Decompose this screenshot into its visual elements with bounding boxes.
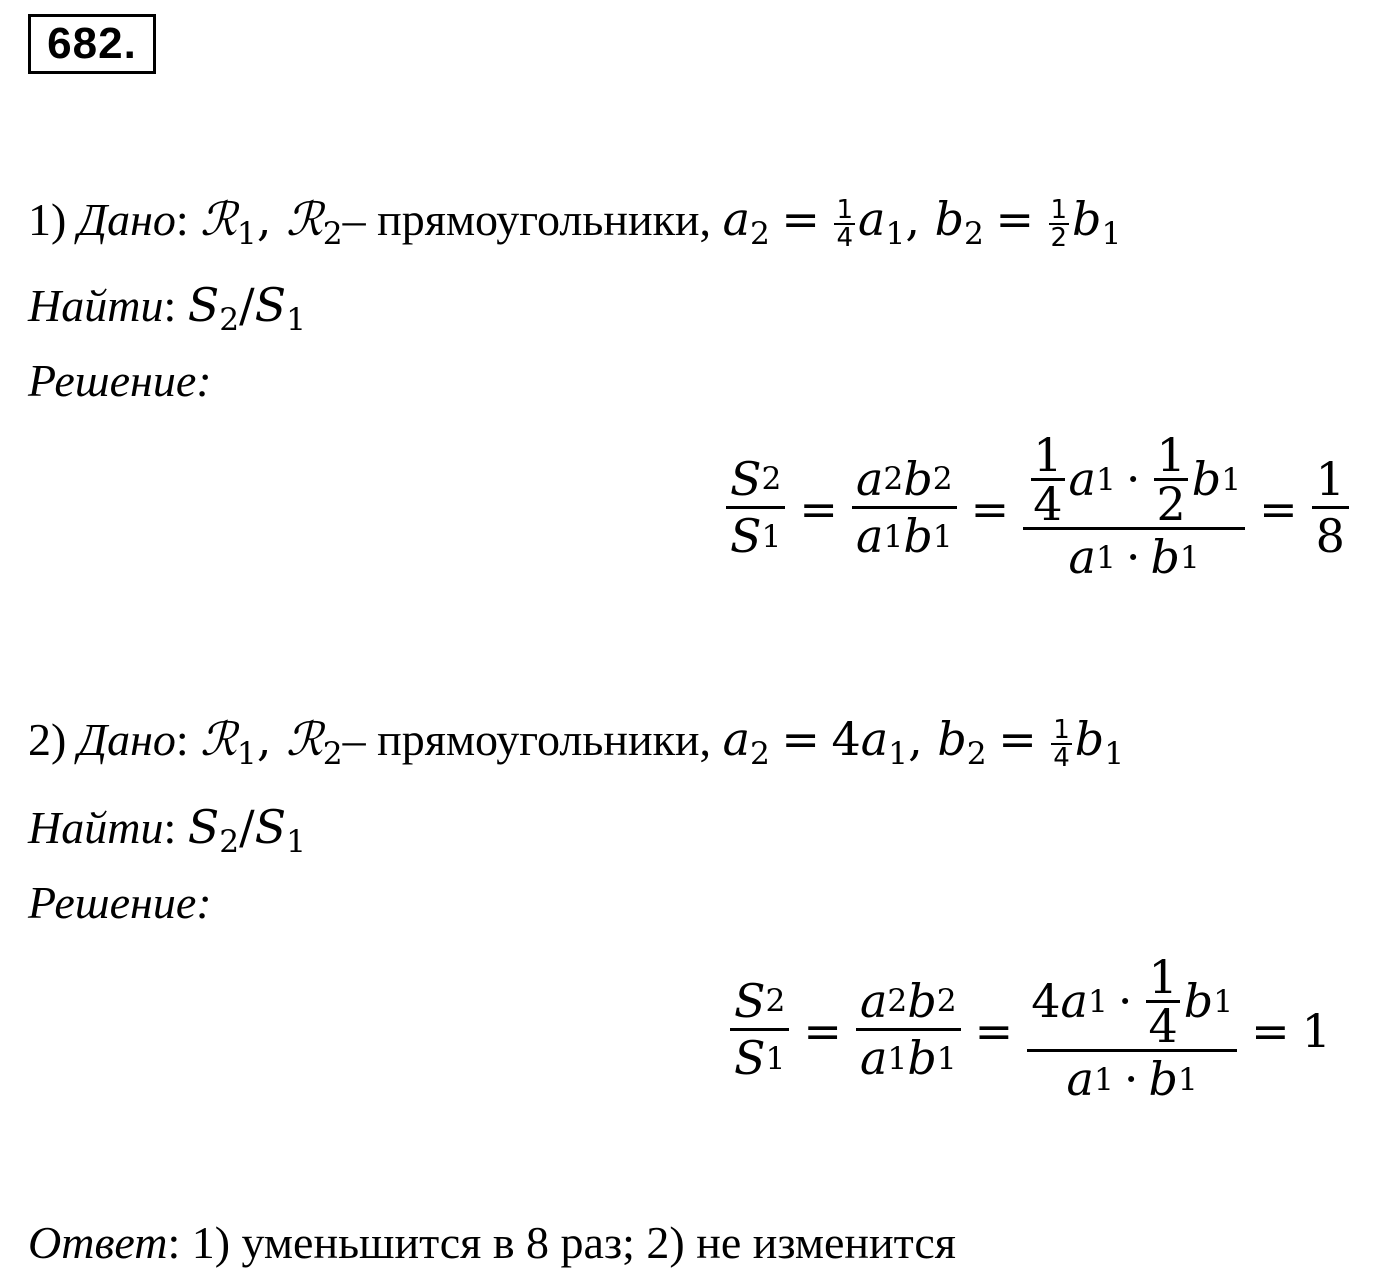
- part1-solution-label: Решение: [28, 355, 197, 406]
- part2-given-line: 2) Дано: ℛ$_1$, ℛ$_2$– прямоугольники, $a_2 = 4a_1$, $b_2$ = $\frac{1}{4}$ $b_1$: [28, 712, 1125, 774]
- part1-result-num: 1: [1312, 453, 1349, 509]
- part2-find-label: Найти: [28, 802, 164, 853]
- part1-result-den: 8: [1315, 508, 1345, 563]
- part2-find-line: Найти: $S_2/S_1$: [28, 800, 307, 860]
- part1-prefix: 1): [28, 194, 67, 245]
- answer-text: : 1) уменьшится в 8 раз; 2) не изменится: [167, 1217, 956, 1268]
- part2-given-text: – прямоугольники,: [342, 714, 712, 765]
- part1-given-label: Дано: [77, 194, 176, 245]
- part1-equation: S 2 S 1 = a 2 b 2 a 1 b 1 = 1 4 a 1 · 1 2 b 1 a 1 · b 1 = $\frac{1}{8}$: [718, 432, 1357, 585]
- part1-find-label: Найти: [28, 280, 164, 331]
- part2-result: 1: [1301, 1003, 1331, 1058]
- part2-solution-line: Решение:: [28, 877, 212, 928]
- part1-solution-line: Решение:: [28, 355, 212, 406]
- answer-label: Ответ: [28, 1217, 168, 1268]
- part1-find-line: Найти: $S_2/S_1$: [28, 278, 307, 338]
- part1-given-line: 1) Дано: ℛ$_1$, ℛ$_2$– прямоугольники, $a_2$ = $\frac{1}{4}$ $a_1$, $b_2$ = $\frac{1}{2}$ $b_1$: [28, 192, 1122, 254]
- part2-prefix: 2): [28, 714, 67, 765]
- answer-line: [28, 1217, 956, 1268]
- problem-number: 682.: [28, 14, 156, 74]
- part1-given-text: – прямоугольники,: [342, 194, 712, 245]
- part2-equation: S 2 S 1 = a 2 b 2 a 1 b 1 = 4 a 1 · 1 4 b 1 a 1 · b 1 = 1: [722, 954, 1337, 1107]
- part2-given-label: Дано: [77, 714, 176, 765]
- part2-solution-label: Решение: [28, 877, 197, 928]
